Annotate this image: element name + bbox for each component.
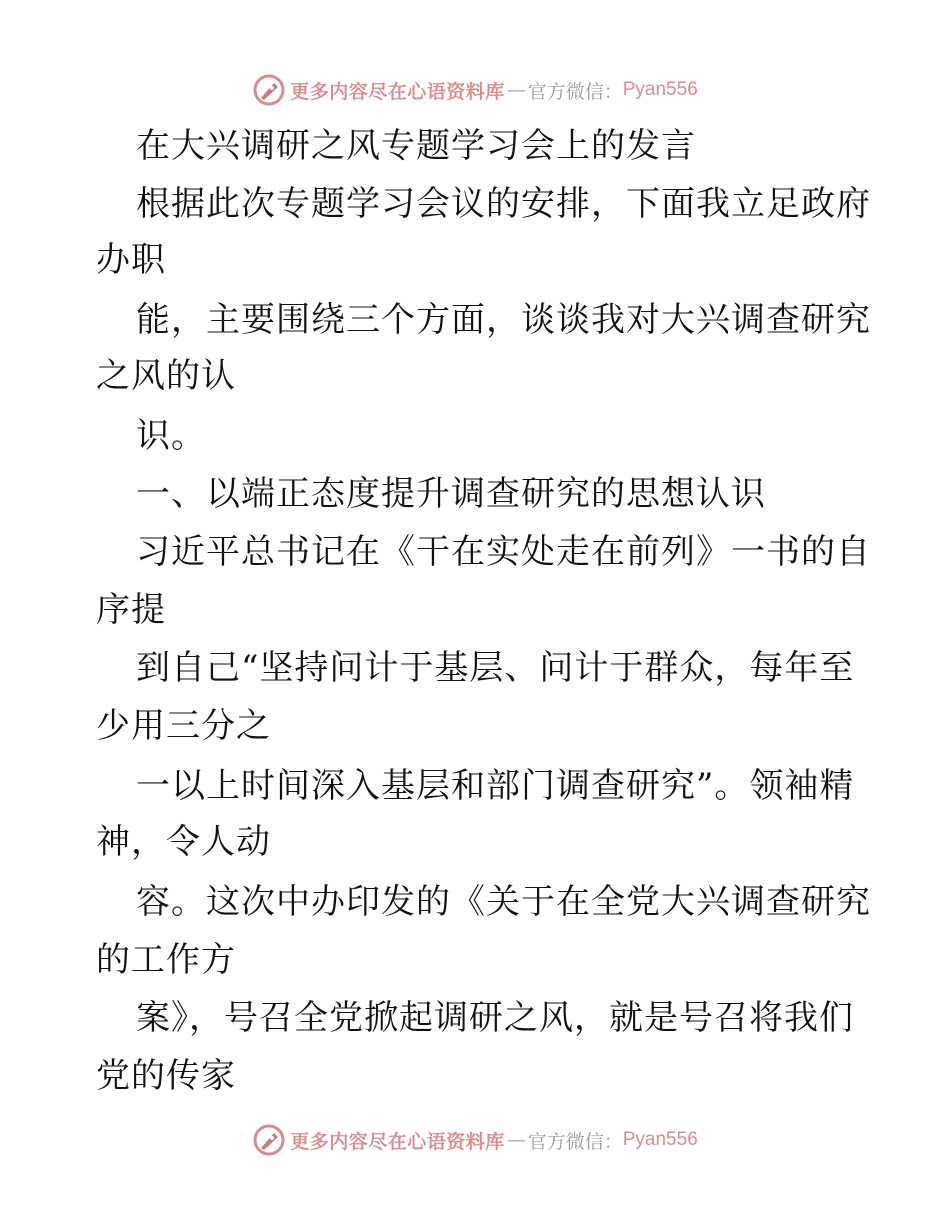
text-line: 的工作方 bbox=[96, 940, 236, 980]
text-line: 识。 bbox=[136, 416, 206, 456]
watermark-wechat-id: Pyan556 bbox=[622, 79, 698, 100]
header-watermark bbox=[0, 70, 950, 110]
watermark-label: 官方微信： bbox=[527, 1130, 623, 1153]
text-line: 少用三分之 bbox=[96, 706, 271, 746]
text-line: 序提 bbox=[96, 590, 166, 630]
watermark-main-text: 更多内容尽在心语资料库 bbox=[290, 1130, 505, 1153]
document-title: 在大兴调研之风专题学习会上的发言 bbox=[136, 126, 696, 166]
text-line: 办职 bbox=[96, 240, 166, 280]
text-line: 习近平总书记在《干在实处走在前列》一书的自 bbox=[136, 532, 871, 572]
text-line: 到自己“坚持问计于基层、问计于群众，每年至 bbox=[136, 648, 855, 688]
text-line: 党的传家 bbox=[96, 1056, 236, 1096]
text-line: 案》，号召全党掀起调研之风，就是号召将我们 bbox=[136, 998, 854, 1038]
text-line: 之风的认 bbox=[96, 356, 236, 396]
text-line: 能，主要围绕三个方面，谈谈我对大兴调查研究 bbox=[136, 300, 871, 340]
pen-nib-logo-icon bbox=[252, 1123, 286, 1157]
section-heading: 一、以端正态度提升调查研究的思想认识 bbox=[136, 474, 766, 514]
watermark-dash: — bbox=[506, 79, 526, 101]
watermark-label: 官方微信： bbox=[527, 80, 623, 103]
pen-nib-logo-icon bbox=[252, 73, 286, 107]
text-line: 容。这次中办印发的《关于在全党大兴调查研究 bbox=[136, 882, 871, 922]
watermark-wechat-id: Pyan556 bbox=[622, 1129, 698, 1150]
watermark-dash: — bbox=[506, 1129, 526, 1151]
watermark-main-text: 更多内容尽在心语资料库 bbox=[290, 80, 505, 103]
text-line: 一以上时间深入基层和部门调查研究”。领袖精 bbox=[136, 766, 855, 806]
text-line: 根据此次专题学习会议的安排，下面我立足政府 bbox=[136, 184, 871, 224]
text-line: 神，令人动 bbox=[96, 822, 271, 862]
footer-watermark bbox=[0, 1120, 950, 1160]
